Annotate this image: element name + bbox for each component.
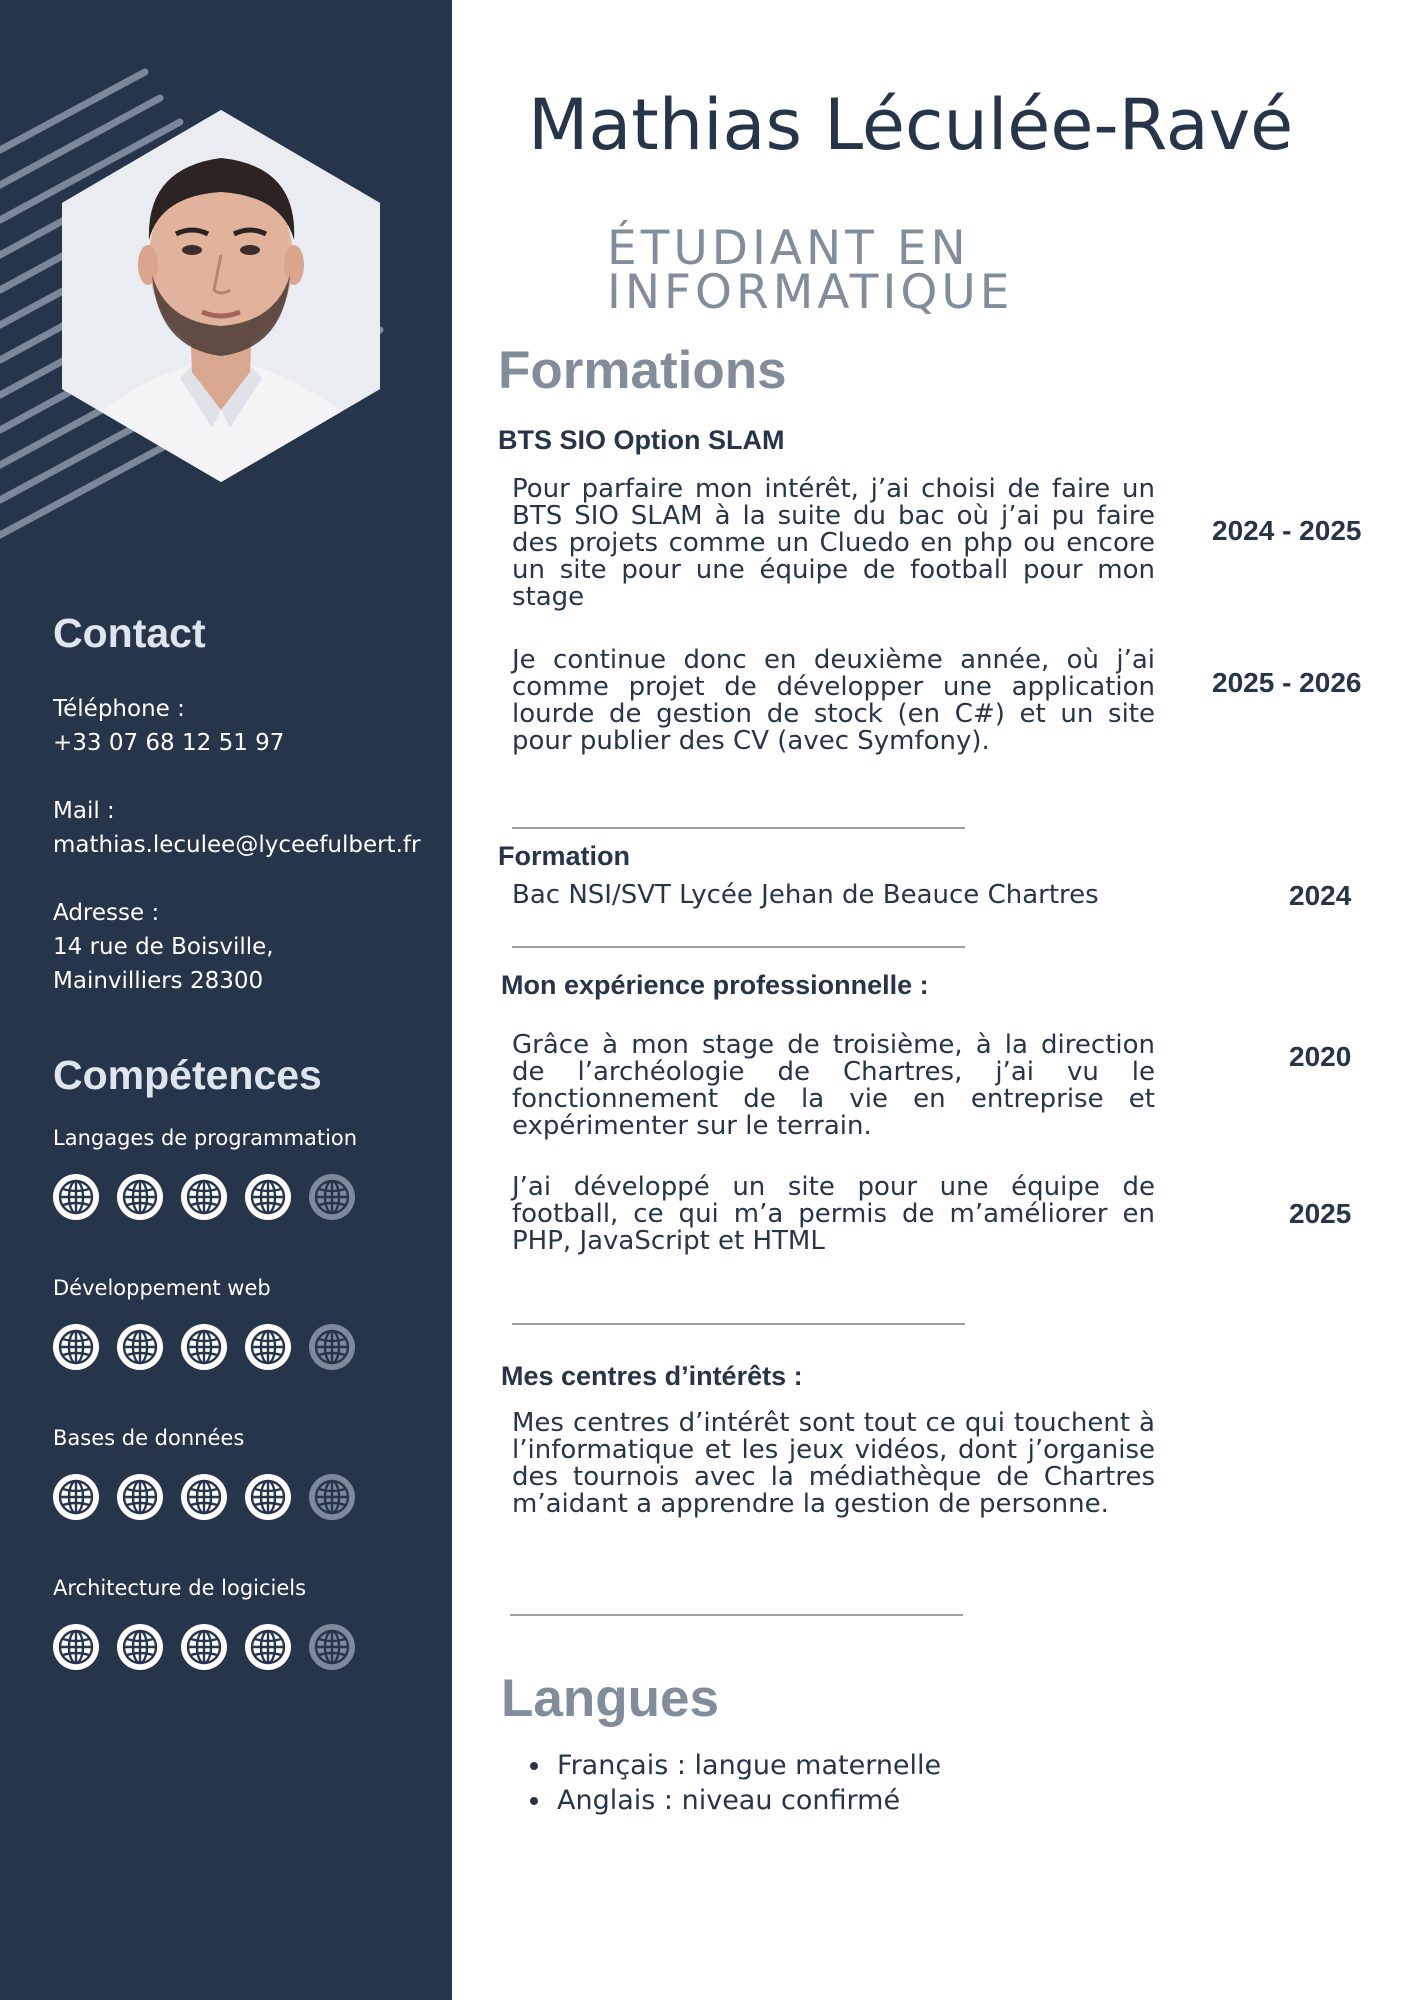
divider-1: [512, 827, 965, 829]
globe-icon: [117, 1174, 163, 1220]
globe-icon: [117, 1474, 163, 1520]
globe-icon: [53, 1624, 99, 1670]
skill-label-databases: Bases de données: [53, 1426, 245, 1450]
formations-heading: Formations: [498, 341, 787, 400]
skill-rating-architecture: [53, 1624, 355, 1672]
language-item-french: • Français : langue maternelle: [553, 1748, 941, 1783]
formation-title: Formation: [498, 841, 630, 871]
skills-heading: Compétences: [53, 1052, 322, 1098]
globe-icon: [181, 1174, 227, 1220]
experience-1-text: Grâce à mon stage de troisième, à la direction de l’archéologie de Chartres, j’ai vu le fonctionnement de la vie en entreprise et expérimenter sur le terrain.: [512, 1030, 1155, 1141]
formation-bts-year2-date: 2025 - 2026: [1212, 667, 1362, 698]
formation-bts-year1-date: 2024 - 2025: [1212, 515, 1362, 546]
job-title: ÉTUDIANT EN INFORMATIQUE: [607, 221, 1014, 320]
divider-2: [512, 946, 965, 948]
bac-text: Bac NSI/SVT Lycée Jehan de Beauce Chartres: [512, 880, 1099, 910]
skill-label-architecture: Architecture de logiciels: [53, 1576, 307, 1600]
globe-icon: [181, 1474, 227, 1520]
sidebar: [0, 0, 452, 2000]
globe-icon: [245, 1324, 291, 1370]
address-label: Adresse :: [53, 900, 160, 926]
globe-icon: [309, 1474, 355, 1520]
globe-icon: [245, 1474, 291, 1520]
globe-icon: [53, 1174, 99, 1220]
globe-icon: [53, 1324, 99, 1370]
globe-icon: [309, 1174, 355, 1220]
globe-icon: [245, 1174, 291, 1220]
contact-address: [53, 896, 274, 998]
contact-mail: [53, 794, 420, 862]
divider-3: [512, 1323, 965, 1325]
globe-icon: [309, 1624, 355, 1670]
skill-label-web: Développement web: [53, 1276, 271, 1300]
languages-list: [520, 1748, 941, 1818]
skill-rating-programming: [53, 1174, 355, 1222]
globe-icon: [181, 1624, 227, 1670]
formation-bts-year1-text: Pour parfaire mon intérêt, j’ai choisi de faire un BTS SIO SLAM à la suite du bac où j’ai pu faire des projets comme un Cluedo en php ou encore un site pour une équipe de football pour mon stage: [512, 474, 1155, 612]
globe-icon: [53, 1474, 99, 1520]
experience-1-year: 2020: [1289, 1041, 1352, 1072]
globe-icon: [309, 1324, 355, 1370]
language-item-english: • Anglais : niveau confirmé: [553, 1783, 941, 1818]
divider-4: [510, 1614, 963, 1616]
formation-bts-year2-text: Je continue donc en deuxième année, où j’ai comme projet de développer une application lourde de gestion de stock (en C#) et un site pour publier des CV (avec Symfony).: [512, 645, 1155, 756]
phone-label: Téléphone :: [53, 696, 185, 722]
interests-text: Mes centres d’intérêt sont tout ce qui touchent à l’informatique et les jeux vidéos, dont j’organise des tournois avec la médiathèque de Chartres m’aidant a apprendre la gestion de personne.: [512, 1408, 1155, 1519]
globe-icon: [117, 1324, 163, 1370]
address-line-2: Mainvilliers 28300: [53, 968, 264, 994]
skill-rating-web: [53, 1324, 355, 1372]
experience-2-year: 2025: [1289, 1198, 1352, 1229]
globe-icon: [245, 1624, 291, 1670]
address-line-1: 14 rue de Boisville,: [53, 934, 274, 960]
skill-label-programming: Langages de programmation: [53, 1126, 358, 1150]
full-name: Mathias Léculée-Ravé: [528, 84, 1294, 166]
contact-heading: Contact: [53, 610, 206, 656]
skill-rating-databases: [53, 1474, 355, 1522]
languages-heading: Langues: [501, 1669, 719, 1728]
mail-label: Mail :: [53, 798, 115, 824]
bts-title: BTS SIO Option SLAM: [498, 425, 785, 455]
bac-year: 2024: [1289, 880, 1352, 911]
interests-heading: Mes centres d’intérêts :: [501, 1361, 803, 1391]
phone-value: +33 07 68 12 51 97: [53, 730, 285, 756]
globe-icon: [181, 1324, 227, 1370]
experience-heading: Mon expérience professionnelle :: [501, 970, 929, 1000]
mail-value: mathias.leculee@lyceefulbert.fr: [53, 832, 421, 858]
experience-2-text: J’ai développé un site pour une équipe de football, ce qui m’a permis de m’améliorer en PHP, JavaScript et HTML: [512, 1172, 1155, 1256]
contact-phone: [53, 692, 284, 760]
globe-icon: [117, 1624, 163, 1670]
